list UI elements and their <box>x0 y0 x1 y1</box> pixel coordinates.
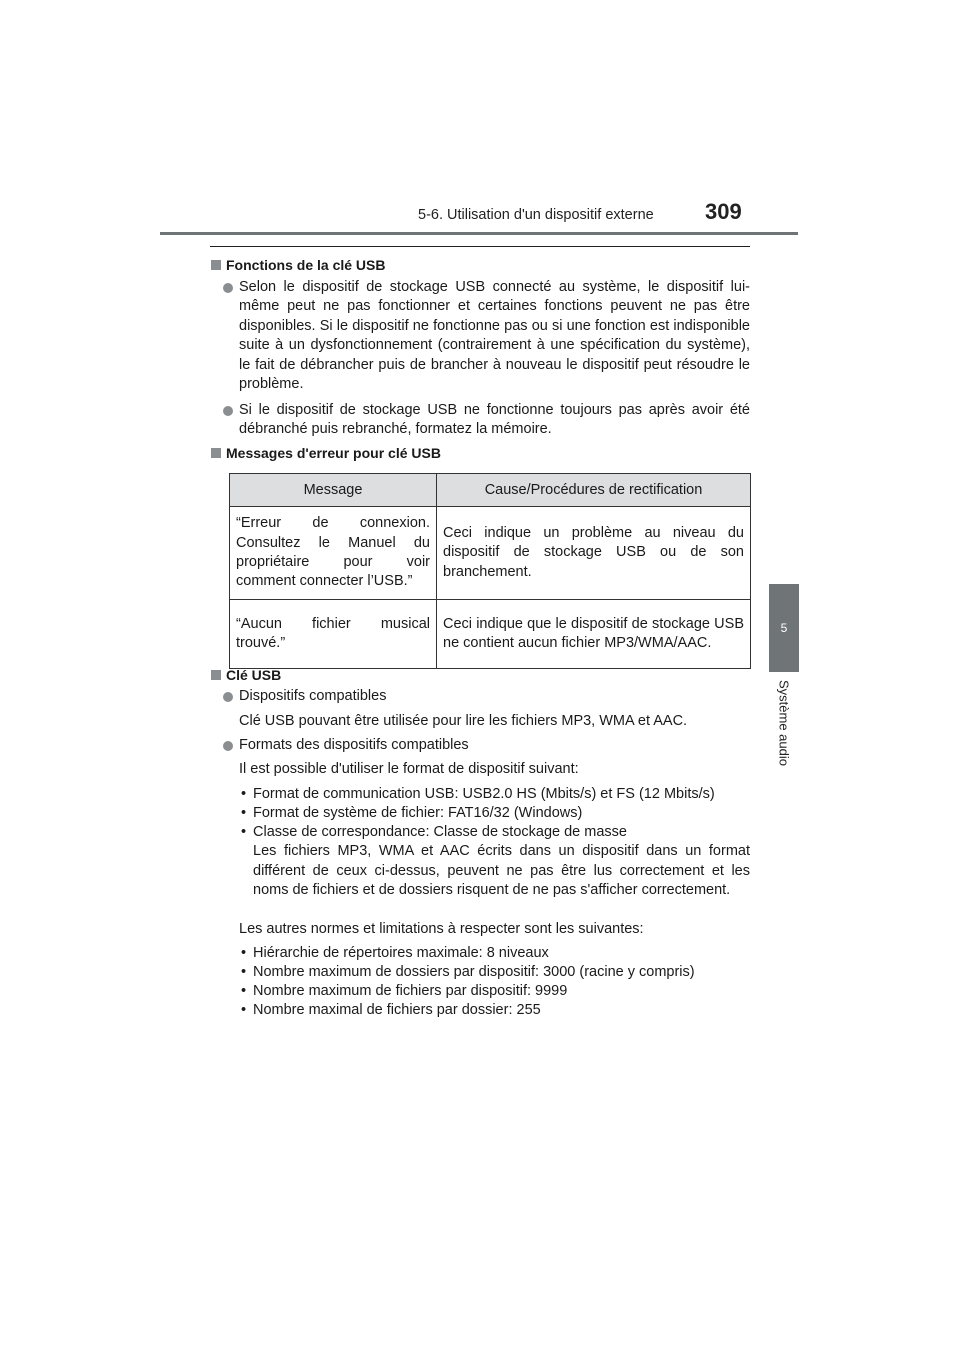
list-item: • Format de communication USB: USB2.0 HS (Mbits/s) et FS (12 Mbits/s) <box>241 785 750 804</box>
table-cell: Ceci indique que le dispositif de stockage USB ne contient aucun fichier MP3/WMA/AAC. <box>437 600 751 669</box>
bullet-text: Dispositifs compatibles <box>239 688 387 704</box>
chapter-tab-number: 5 <box>769 584 799 672</box>
circle-bullet-icon <box>223 283 233 293</box>
heading-text: Clé USB <box>226 667 282 683</box>
heading-usb-functions <box>211 257 385 273</box>
list-item: • Nombre maximum de fichiers par dispositif: 9999 <box>241 982 750 1001</box>
list-item: • Nombre maximum de dossiers par dispositif: 3000 (racine y compris) <box>241 963 750 982</box>
table-header-row <box>230 474 751 507</box>
section-rule <box>210 246 750 247</box>
circle-bullet-icon <box>223 692 233 702</box>
list-item-text: Nombre maximum de dossiers par dispositif: 3000 (racine y compris) <box>253 964 695 980</box>
bullet-item <box>223 401 750 440</box>
chapter-tab-label <box>769 672 799 812</box>
compatible-description: Clé USB pouvant être utilisée pour lire les fichiers MP3, WMA et AAC. <box>239 713 688 729</box>
bullet-item <box>223 736 750 755</box>
formats-intro: Il est possible d'utiliser le format de dispositif suivant: <box>239 761 579 777</box>
heading-error-messages <box>211 445 441 461</box>
list-item-text: Format de système de fichier: FAT16/32 (Windows) <box>253 805 583 821</box>
header-rule <box>160 232 798 235</box>
table-header-cell: Cause/Procédures de rectification <box>437 474 751 507</box>
square-bullet-icon <box>211 260 221 270</box>
list-item: • Hiérarchie de répertoires maximale: 8 niveaux <box>241 944 750 963</box>
table-header-cell: Message <box>230 474 437 507</box>
list-item: • Nombre maximal de fichiers par dossier: 255 <box>241 1001 750 1020</box>
bullet-item <box>223 278 750 394</box>
bullet-text: Selon le dispositif de stockage USB connecté au système, le dispositif lui-même peut ne pas fonctionner et certaines fonctions peuvent ne pas être disponibles. Si le dispositif ne fonctionne pas ou si une fonction est indisponible suite à un dysfonctionnement (contrairement à une spécification du système), le fait de débrancher puis de brancher à nouveau le dispositif peut résoudre le problème. <box>239 279 750 393</box>
error-messages-table <box>229 473 751 669</box>
page-number: 309 <box>705 199 742 224</box>
list-item-text: Nombre maximal de fichiers par dossier: 255 <box>253 1002 541 1018</box>
list-item-text: Hiérarchie de répertoires maximale: 8 niveaux <box>253 945 549 961</box>
circle-bullet-icon <box>223 406 233 416</box>
list-item-text: Classe de correspondance: Classe de stockage de masse <box>253 824 627 840</box>
chapter-tab-label-text: Système audio <box>776 680 792 766</box>
table-cell: “Erreur de connexion. Consultez le Manuel du propriétaire pour voir comment connecter l’USB.” <box>230 507 437 600</box>
list-item-text: Format de communication USB: USB2.0 HS (Mbits/s) et FS (12 Mbits/s) <box>253 786 715 802</box>
square-bullet-icon <box>211 448 221 458</box>
table-row <box>230 600 751 669</box>
circle-bullet-icon <box>223 741 233 751</box>
bullet-text: Si le dispositif de stockage USB ne fonctionne toujours pas après avoir été débranché puis rebranché, formatez la mémoire. <box>239 402 750 438</box>
list-item: • Classe de correspondance: Classe de stockage de masse Les fichiers MP3, WMA et AAC écrits dans un dispositif dans un format différent de ceux ci-dessus, peuvent ne pas être lus correctement et les noms de fichiers et de dossiers risquent de ne pas s'afficher correctement. <box>241 823 750 901</box>
heading-usb-key <box>211 667 281 683</box>
limits-intro: Les autres normes et limitations à respecter sont les suivantes: <box>239 921 644 937</box>
running-header: 5-6. Utilisation d'un dispositif externe <box>418 207 654 223</box>
heading-text: Fonctions de la clé USB <box>226 257 386 273</box>
list-item-text: Nombre maximum de fichiers par dispositif: 9999 <box>253 983 568 999</box>
bullet-item <box>223 687 750 706</box>
table-row <box>230 507 751 600</box>
table-cell: Ceci indique un problème au niveau du dispositif de stockage USB ou de son branchement. <box>437 507 751 600</box>
formats-note: Les fichiers MP3, WMA et AAC écrits dans un dispositif dans un format différent de ceux ci-dessus, peuvent ne pas être lus correctement et les noms de fichiers et de dossiers risquent de ne pas s'afficher correctement. <box>253 843 750 899</box>
bullet-text: Formats des dispositifs compatibles <box>239 737 469 753</box>
square-bullet-icon <box>211 670 221 680</box>
list-item: • Format de système de fichier: FAT16/32 (Windows) <box>241 804 750 823</box>
heading-text: Messages d'erreur pour clé USB <box>226 445 441 461</box>
table-cell: “Aucun fichier musical trouvé.” <box>230 600 437 669</box>
